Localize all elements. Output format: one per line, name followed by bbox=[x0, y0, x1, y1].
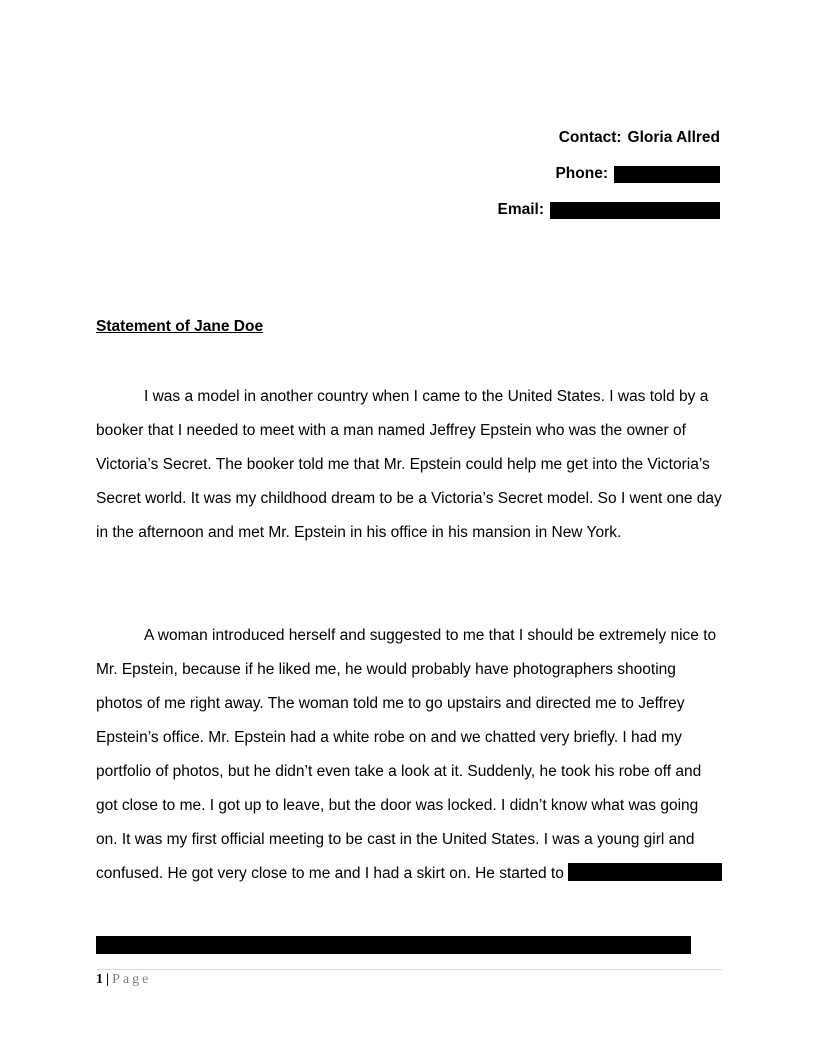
paragraph-2-container bbox=[96, 619, 722, 891]
paragraph-2-text: A woman introduced herself and suggested to me that I should be extremely nice to Mr. Epstein, because if he liked me, he would probably have photographers shooting photos of me right away. The woman told me to go upstairs and directed me to Jeffrey Epstein’s office. Mr. Epstein had a white robe on and we chatted very briefly. I had my portfolio of photos, but he didn’t even take a look at it. Suddenly, he took his robe off and got close to me. I got up to leave, but the door was locked. I didn’t know what was going on. It was my first official meeting to be cast in the United States. I was a young girl and confused. He got very close to me and I had a skirt on. He started to bbox=[96, 627, 717, 882]
page-number: 1 bbox=[96, 972, 103, 987]
contact-block bbox=[497, 120, 720, 228]
contact-label: Contact: bbox=[558, 129, 622, 146]
paragraph-1: I was a model in another country when I came to the United States. I was told by a booker that I needed to meet with a man named Jeffrey Epstein who was the owner of Victoria’s Secret. The booker told me that Mr. Epstein could help me get into the Victoria’s Secret world. It was my childhood dream to be a Victoria’s Secret model. So I went one day in the afternoon and met Mr. Epstein in his office in his mansion in New York. bbox=[96, 388, 722, 541]
paragraph-2 bbox=[96, 619, 722, 891]
phone-label: Phone: bbox=[555, 165, 608, 182]
phone-line bbox=[497, 156, 720, 192]
email-redaction bbox=[550, 202, 720, 219]
paragraph-1-container bbox=[96, 380, 722, 550]
email-line bbox=[497, 192, 720, 228]
phone-redaction bbox=[614, 166, 720, 183]
line-redaction bbox=[96, 936, 691, 954]
page-footer bbox=[96, 972, 151, 988]
contact-line bbox=[497, 120, 720, 156]
contact-value: Gloria Allred bbox=[627, 129, 720, 146]
footer-divider bbox=[96, 969, 722, 970]
document-title: Statement of Jane Doe bbox=[96, 318, 264, 335]
email-label: Email: bbox=[497, 201, 544, 218]
footer-separator: | bbox=[106, 972, 110, 987]
page-label: Page bbox=[112, 972, 152, 987]
inline-redaction bbox=[568, 863, 722, 881]
